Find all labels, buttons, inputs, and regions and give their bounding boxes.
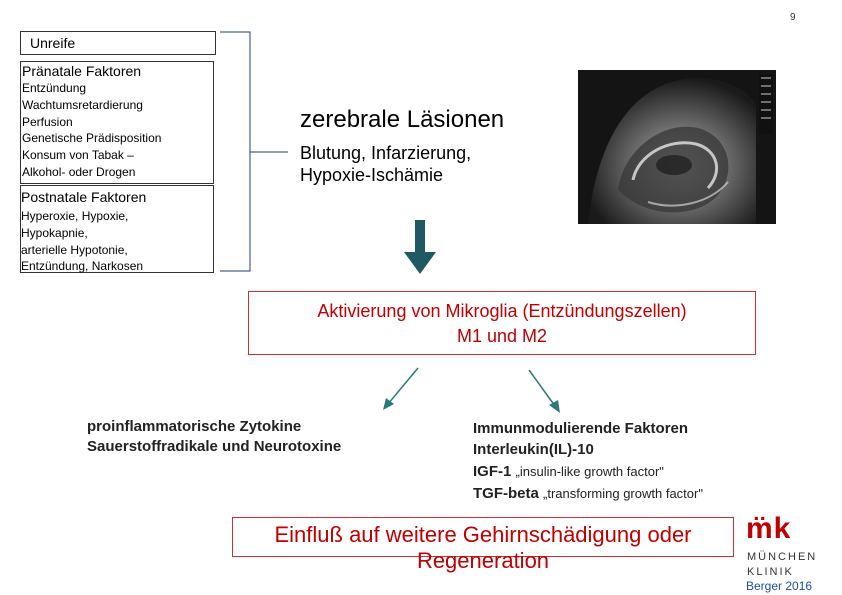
logo-line-1: MÜNCHEN	[747, 551, 818, 563]
tgf-description: „transforming growth factor"	[543, 486, 703, 501]
proinflammatory-line-1: proinflammatorische Zytokine	[87, 418, 302, 435]
prenatal-item: Alkohol- oder Drogen	[22, 164, 136, 179]
tgf-row	[473, 485, 703, 502]
unreife-label: Unreife	[30, 35, 76, 51]
lesions-line-1: Blutung, Infarzierung,	[300, 143, 472, 163]
down-arrow-icon	[402, 218, 438, 276]
prenatal-item: Wachtumsretardierung	[22, 97, 143, 112]
igf-label: IGF-1	[473, 463, 512, 480]
arrow-to-proinflammatory-icon	[380, 364, 425, 412]
ultrasound-scan-graphic	[578, 70, 776, 224]
activation-line-2: M1 und M2	[456, 326, 548, 346]
igf-row	[473, 463, 664, 480]
muenchen-klinik-logo: m̈k	[746, 512, 792, 545]
prenatal-item: Entzündung	[22, 81, 87, 95]
immunomodulating-line-2: Interleukin(IL)-10	[473, 441, 594, 458]
arrow-to-immunomodulating-icon	[525, 366, 565, 416]
ultrasound-image	[578, 70, 776, 224]
prenatal-item: Konsum von Tabak –	[22, 148, 134, 163]
prenatal-factors-box	[20, 61, 214, 184]
postnatal-item: Hypokapnie,	[21, 225, 88, 240]
lesions-title: zerebrale Läsionen	[300, 106, 505, 133]
postnatal-item: Entzündung, Narkosen	[21, 259, 144, 274]
postnatal-item: Hyperoxie, Hypoxie,	[21, 209, 129, 223]
microglia-activation-box	[248, 291, 756, 355]
postnatal-factors-box	[20, 185, 214, 273]
tgf-label: TGF-beta	[473, 485, 539, 502]
outcome-text: Einfluß auf weitere Gehirnschädigung oder Regeneration	[274, 522, 692, 573]
credit-text: Berger 2016	[746, 579, 813, 593]
prenatal-title: Pränatale Faktoren	[22, 63, 142, 79]
immunomodulating-line-1: Immunmodulierende Faktoren	[473, 420, 689, 437]
postnatal-title: Postnatale Faktoren	[21, 189, 147, 205]
igf-description: „insulin-like growth factor"	[515, 464, 664, 479]
prenatal-item: Genetische Prädisposition	[22, 131, 162, 146]
lesions-line-2: Hypoxie-Ischämie	[300, 165, 444, 185]
lesions-subtitle	[300, 142, 471, 186]
postnatal-item: arterielle Hypotonie,	[21, 242, 128, 257]
prenatal-item: Perfusion	[22, 114, 73, 129]
activation-line-1: Aktivierung von Mikroglia (Entzündungszellen)	[317, 301, 687, 321]
unreife-box	[20, 31, 216, 55]
page-number: 9	[790, 12, 796, 23]
proinflammatory-line-2: Sauerstoffradikale und Neurotoxine	[87, 438, 342, 455]
factor-bracket	[214, 30, 294, 275]
logo-line-2: KLINIK	[747, 566, 794, 578]
